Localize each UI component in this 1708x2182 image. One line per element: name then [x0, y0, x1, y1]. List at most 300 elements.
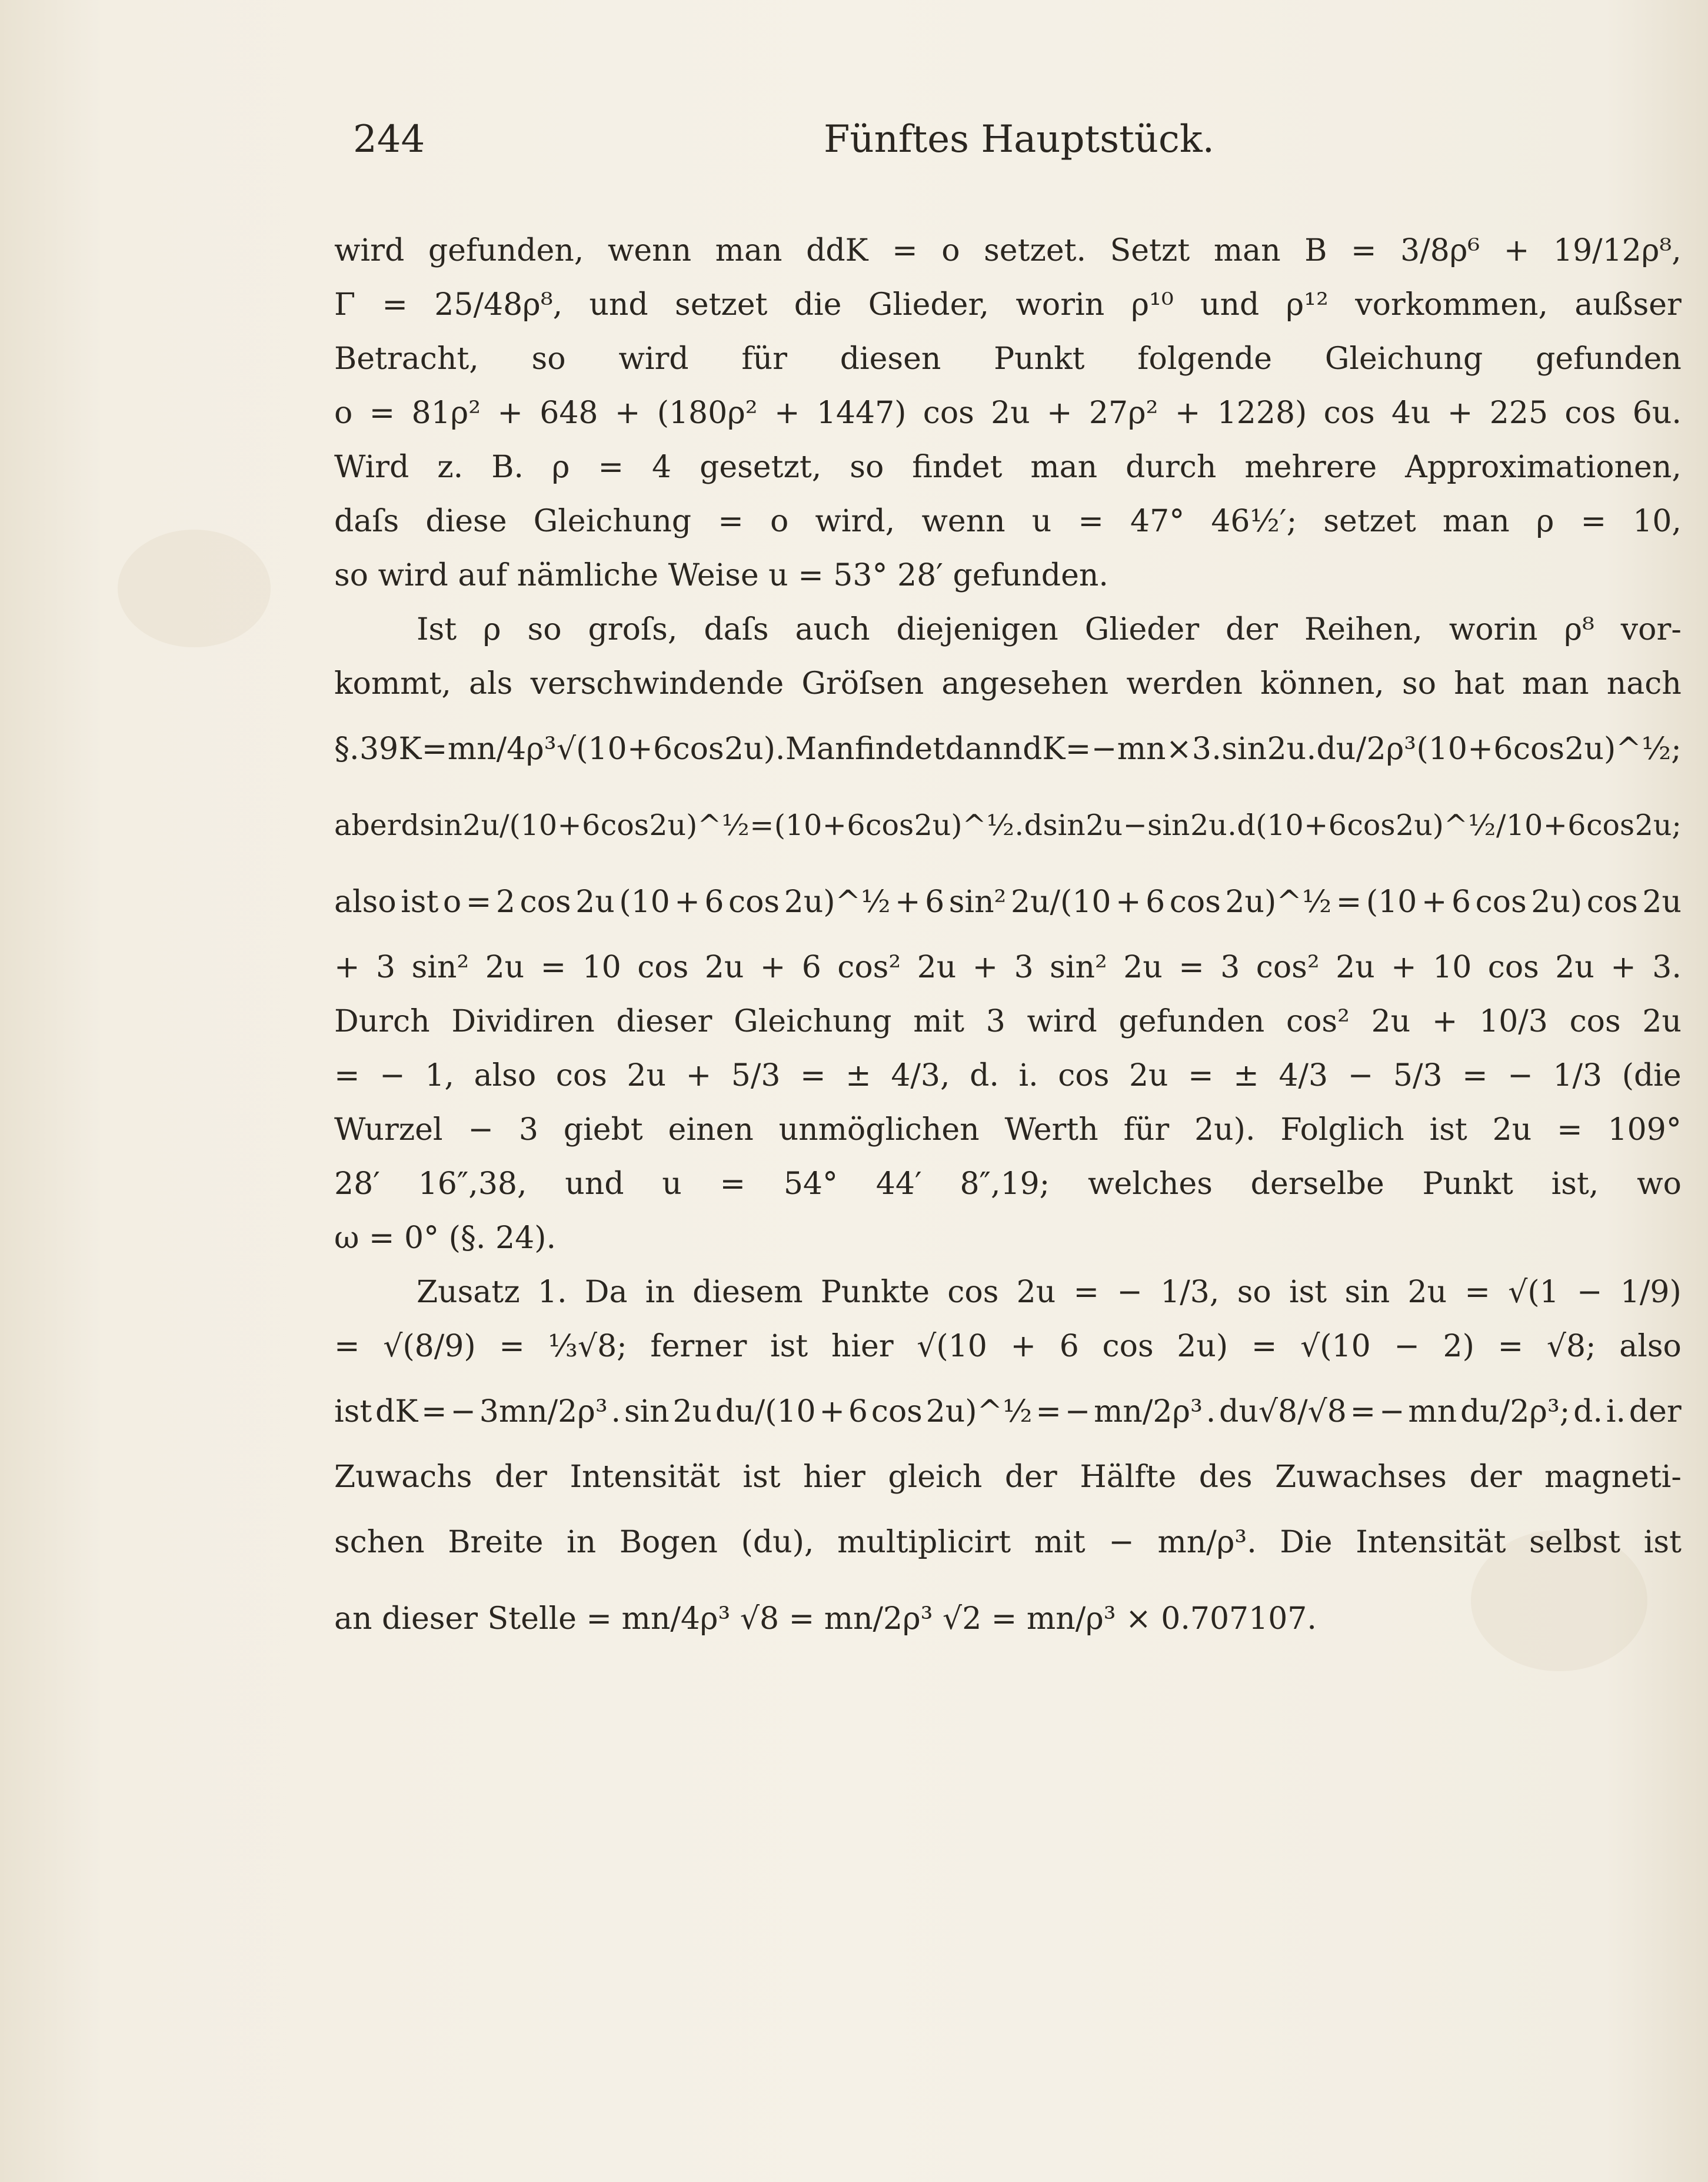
word: schen: [334, 1525, 425, 1560]
word: 3: [1220, 950, 1240, 985]
word: cos: [637, 950, 689, 985]
word: wo: [1637, 1166, 1682, 1202]
word: =: [1178, 950, 1204, 985]
word: sin: [1147, 809, 1190, 842]
word: =: [1350, 1394, 1376, 1429]
word: 2u: [1128, 1058, 1168, 1093]
word: +: [1174, 395, 1201, 431]
word: 2: [495, 884, 515, 920]
word: 1/3,: [1160, 1275, 1220, 1310]
word: sin²: [411, 950, 470, 985]
text-line: [334, 657, 1682, 711]
word: setzet.: [984, 233, 1087, 268]
word: i.: [1018, 1058, 1038, 1093]
word: ρ⁸: [1564, 612, 1594, 647]
word: =: [369, 395, 395, 431]
word: cos: [672, 731, 724, 767]
word: cos²: [837, 950, 901, 985]
word: 27ρ²: [1088, 395, 1158, 431]
word: d.: [970, 1058, 999, 1093]
word: cos: [1586, 884, 1638, 920]
word: du/(10: [715, 1394, 816, 1429]
word: Man: [785, 731, 855, 767]
word: derselbe: [1250, 1166, 1384, 1202]
word: 6: [847, 809, 865, 842]
word: cos: [1058, 1058, 1110, 1093]
word: ist: [743, 1459, 781, 1495]
equation-line: [334, 787, 1682, 864]
word: 2u;: [1634, 809, 1682, 842]
word: d.: [1573, 1394, 1603, 1429]
word: Zuwachs: [334, 1459, 472, 1495]
word: 2u).: [1194, 1112, 1256, 1147]
word: +: [760, 950, 786, 985]
word: 6: [1493, 731, 1513, 767]
word: 16″,38,: [418, 1166, 527, 1202]
text-line: [334, 224, 1682, 278]
word: z.: [437, 450, 464, 485]
word: gleich: [888, 1459, 983, 1495]
word: diesen: [840, 341, 941, 377]
word: 2u)^½: [1396, 809, 1496, 842]
word: o: [442, 884, 462, 920]
equation-line: [334, 711, 1682, 787]
word: 6: [801, 950, 821, 985]
word: Punkte: [820, 1275, 930, 1310]
text-line: [334, 1450, 1682, 1504]
word: sin: [1043, 809, 1086, 842]
word: +: [1503, 233, 1530, 268]
word: Zusatz: [417, 1275, 520, 1310]
word: angesehen: [941, 666, 1109, 701]
word: 2u: [1190, 809, 1227, 842]
word: 6: [1451, 884, 1471, 920]
word: Gleichung: [734, 1004, 892, 1039]
word: unmöglichen: [778, 1112, 980, 1147]
word: 1.: [537, 1275, 567, 1310]
word: ±: [1233, 1058, 1259, 1093]
word: +: [1116, 884, 1141, 920]
word: d: [1024, 809, 1043, 842]
word: in: [645, 1275, 675, 1310]
word: man: [1213, 233, 1281, 268]
word: Punkt: [994, 341, 1085, 377]
word: gesetzt,: [700, 450, 822, 485]
word: Betracht,: [334, 341, 479, 377]
word: √8;: [1546, 1329, 1596, 1364]
word: mit: [1034, 1525, 1086, 1560]
word: für: [1123, 1112, 1170, 1147]
word: 3: [1191, 731, 1212, 767]
word: =: [1078, 504, 1104, 539]
word: 81ρ²: [411, 395, 481, 431]
word: 44′: [875, 1166, 922, 1202]
word: 3: [1014, 950, 1034, 985]
word: und: [565, 1166, 624, 1202]
word: −: [450, 1394, 476, 1429]
word: =: [540, 950, 567, 985]
word: Intensität: [1356, 1525, 1506, 1560]
word: diesem: [692, 1275, 803, 1310]
word: 2u): [1531, 884, 1583, 920]
word: für: [741, 341, 787, 377]
word: ist: [401, 884, 439, 920]
word: =: [1580, 504, 1607, 539]
word: =: [598, 450, 624, 485]
word: und: [589, 287, 648, 322]
word: können,: [1260, 666, 1384, 701]
word: cos: [728, 884, 780, 920]
word: ist: [1289, 1275, 1327, 1310]
text-line: [334, 332, 1682, 386]
word: mit: [913, 1004, 965, 1039]
word: also: [334, 884, 397, 920]
word: 39: [359, 731, 399, 767]
word: 3: [376, 950, 396, 985]
word: √(10: [1300, 1329, 1371, 1364]
word: der: [1469, 1459, 1522, 1495]
word: =: [1036, 1394, 1061, 1429]
word: Wurzel: [334, 1112, 443, 1147]
word: 3mn/2ρ³: [479, 1394, 608, 1429]
word: Glieder,: [868, 287, 990, 322]
word: +: [497, 395, 523, 431]
word: wird: [618, 341, 689, 377]
word: =: [800, 1058, 826, 1093]
word: setzet: [675, 287, 768, 322]
word: (10: [1416, 731, 1467, 767]
word: und: [1200, 287, 1260, 322]
word: 2u: [1492, 1112, 1532, 1147]
word: 5/3: [731, 1058, 781, 1093]
word: 3: [518, 1112, 538, 1147]
word: =: [1497, 1329, 1524, 1364]
word: mn: [1117, 731, 1166, 767]
word: findet: [854, 731, 945, 767]
word: =: [334, 1058, 360, 1093]
word: multiplicirt: [837, 1525, 1011, 1560]
word: cos: [871, 1394, 923, 1429]
word: 6: [1567, 809, 1586, 842]
word: −: [1117, 1275, 1143, 1310]
word: des: [1198, 1459, 1253, 1495]
word: worin: [1016, 287, 1105, 322]
paper-stain: [118, 530, 271, 647]
word: Approximationen,: [1405, 450, 1682, 485]
word: cos²: [1286, 1004, 1350, 1039]
word: +: [774, 395, 800, 431]
word: 2u: [991, 395, 1030, 431]
word: −: [1091, 731, 1117, 767]
word: 2u: [1642, 1004, 1682, 1039]
word: 2u)^½: [649, 809, 750, 842]
word: Durch: [334, 1004, 430, 1039]
word: dK: [1023, 731, 1066, 767]
text-line: [334, 1157, 1682, 1211]
word: Breite: [448, 1525, 544, 1560]
word: −: [1108, 1525, 1134, 1560]
word: 6: [848, 1394, 868, 1429]
word: Da: [584, 1275, 628, 1310]
word: =: [465, 884, 492, 920]
word: =: [1557, 1112, 1583, 1147]
word: u: [1031, 504, 1052, 539]
word: sin: [1344, 1275, 1390, 1310]
word: 5/3: [1393, 1058, 1443, 1093]
word: cos²: [1256, 950, 1320, 985]
word: 6: [1328, 809, 1347, 842]
word: =: [421, 731, 448, 767]
word: sin: [1221, 731, 1267, 767]
word: cos: [600, 809, 649, 842]
word: 10: [582, 950, 621, 985]
equation-line: [334, 940, 1682, 994]
word: +: [1467, 731, 1493, 767]
word: 1/9): [1620, 1275, 1682, 1310]
word: kommt,: [334, 666, 451, 701]
word: in: [567, 1525, 597, 1560]
word: so: [1402, 666, 1437, 701]
word: 2u).: [724, 731, 785, 767]
word: gefunden: [1118, 1004, 1265, 1039]
main-text: [334, 224, 1682, 1657]
word: =: [720, 1166, 746, 1202]
text-line: [334, 1103, 1682, 1157]
word: 2u: [1407, 1275, 1447, 1310]
word: einen: [668, 1112, 754, 1147]
word: 10/3: [1479, 1004, 1548, 1039]
word: so: [850, 450, 884, 485]
word: vorkommen,: [1355, 287, 1549, 322]
word: cos: [555, 1058, 607, 1093]
word: 2u: [1086, 809, 1123, 842]
word: mn: [1408, 1394, 1457, 1429]
word: ρ¹²: [1286, 287, 1329, 322]
word: .: [1227, 809, 1237, 842]
word: 1,: [425, 1058, 454, 1093]
word: 2u)^½: [925, 1394, 1033, 1429]
word: selbst: [1529, 1525, 1621, 1560]
word: 54°: [783, 1166, 838, 1202]
word: o: [941, 233, 960, 268]
word: so: [527, 612, 562, 647]
word: die: [794, 287, 842, 322]
word: 4/3: [1278, 1058, 1329, 1093]
word: dieser: [616, 1004, 713, 1039]
word: ρ: [551, 450, 570, 485]
word: dann: [945, 731, 1023, 767]
word: diejenigen: [896, 612, 1058, 647]
word: 2u: [1336, 950, 1375, 985]
word: Gleichung: [1324, 341, 1483, 377]
word: (10: [1366, 884, 1417, 920]
word: cos: [1564, 395, 1616, 431]
word: cos: [1102, 1329, 1154, 1364]
word: =: [334, 1329, 360, 1364]
word: =: [1251, 1329, 1277, 1364]
word: +: [895, 884, 921, 920]
word: Intensität: [570, 1459, 720, 1495]
word: 10: [1433, 950, 1472, 985]
word: ρ: [483, 612, 501, 647]
word: ferner: [650, 1329, 747, 1364]
text-line: [334, 994, 1682, 1049]
word: groſs,: [588, 612, 678, 647]
word: (180ρ²: [657, 395, 758, 431]
running-title: Fünftes Hauptstück.: [824, 118, 1214, 161]
word: durch: [1126, 450, 1217, 485]
word: 6: [1146, 884, 1166, 920]
word: d: [401, 809, 419, 842]
word: Reihen,: [1304, 612, 1423, 647]
word: ist: [1643, 1525, 1682, 1560]
word: 3: [985, 1004, 1006, 1039]
word: −: [1576, 1275, 1603, 1310]
word: vor-: [1620, 612, 1682, 647]
word: (10: [774, 809, 823, 842]
word: mn/4ρ³: [447, 731, 557, 767]
word: .: [1206, 1394, 1216, 1429]
running-header: [353, 118, 1459, 165]
word: 1/3: [1553, 1058, 1603, 1093]
word: 3/8ρ⁶: [1400, 233, 1480, 268]
word: Wird: [334, 450, 409, 485]
word: 6: [704, 884, 724, 920]
word: daſs: [334, 504, 399, 539]
word: Werth: [1004, 1112, 1098, 1147]
word: Setzt: [1110, 233, 1190, 268]
word: ±: [845, 1058, 871, 1093]
word: nach: [1606, 666, 1682, 701]
paragraph-start: [334, 603, 1682, 657]
word: −: [1507, 1058, 1533, 1093]
word: wird: [334, 233, 405, 268]
word: sin²: [1050, 950, 1107, 985]
word: cos: [1323, 395, 1375, 431]
word: cos: [1569, 1004, 1621, 1039]
word: sin: [419, 809, 462, 842]
word: 2u)^½;: [1564, 731, 1682, 767]
word: =: [750, 809, 774, 842]
word: 46½′;: [1211, 504, 1297, 539]
word: =: [1065, 731, 1091, 767]
text-line: [334, 440, 1682, 494]
word: ist: [334, 1394, 372, 1429]
word: 2u: [1123, 950, 1163, 985]
word: 2u/(10: [1010, 884, 1111, 920]
word: =: [421, 1394, 447, 1429]
word: mn/2ρ³: [1094, 1394, 1203, 1429]
word: =: [382, 287, 408, 322]
word: ρ¹⁰: [1131, 287, 1174, 322]
word: als: [469, 666, 513, 701]
word: 2u/(10: [462, 809, 557, 842]
word: (die: [1622, 1058, 1682, 1093]
word: 6: [1059, 1329, 1079, 1364]
word: B: [1304, 233, 1327, 268]
page-number: 244: [353, 118, 425, 161]
text-line: [334, 1049, 1682, 1103]
word: gefunden,: [428, 233, 584, 268]
word: ddK: [806, 233, 868, 268]
word: 2u: [672, 1394, 713, 1429]
word: 2u: [575, 884, 615, 920]
word: 225: [1489, 395, 1549, 431]
word: Punkt: [1422, 1166, 1513, 1202]
word: setzet: [1323, 504, 1416, 539]
word: 2u: [485, 950, 525, 985]
word: diese: [425, 504, 507, 539]
word: der: [1226, 612, 1278, 647]
equation-line: an dieser Stelle = mn/4ρ³ √8 = mn/2ρ³ √2 = mn/ρ³ × 0.707107.: [334, 1601, 1317, 1636]
word: 6: [652, 731, 673, 767]
word: B.: [491, 450, 524, 485]
word: ist,: [1551, 1166, 1599, 1202]
word: 6: [582, 809, 601, 842]
word: Hälfte: [1080, 1459, 1177, 1495]
word: aber: [334, 809, 401, 842]
word: magneti-: [1544, 1459, 1682, 1495]
word: 6: [925, 884, 945, 920]
word: .: [1211, 731, 1221, 767]
word: sin: [624, 1394, 670, 1429]
word: Bogen: [619, 1525, 718, 1560]
word: √(8/9): [383, 1329, 476, 1364]
word: −: [1347, 1058, 1374, 1093]
text-line: [334, 1504, 1682, 1581]
text-line: so wird auf nämliche Weise u = 53° 28′ gefunden.: [334, 558, 1108, 593]
word: d: [1237, 809, 1256, 842]
word: +: [972, 950, 998, 985]
word: √(1: [1508, 1275, 1559, 1310]
word: 2u)^½: [914, 809, 1015, 842]
word: .: [1306, 731, 1317, 767]
word: man: [1442, 504, 1510, 539]
word: +: [822, 809, 847, 842]
word: 47°: [1130, 504, 1185, 539]
word: K: [398, 731, 422, 767]
word: 10: [1506, 809, 1543, 842]
word: hat: [1454, 666, 1504, 701]
word: cos: [1475, 884, 1527, 920]
word: Glieder: [1084, 612, 1200, 647]
word: +: [1421, 884, 1447, 920]
word: so: [1237, 1275, 1271, 1310]
equation-line: [334, 864, 1682, 940]
word: 2u: [1267, 731, 1307, 767]
word: worin: [1449, 612, 1538, 647]
word: ist: [1429, 1112, 1467, 1147]
word: 1228): [1217, 395, 1307, 431]
paragraph-start: [334, 1265, 1682, 1319]
word: auch: [795, 612, 870, 647]
word: +: [1391, 950, 1417, 985]
word: man: [1030, 450, 1098, 485]
word: dK: [375, 1394, 418, 1429]
word: Ist: [417, 612, 457, 647]
word: findet: [912, 450, 1003, 485]
word: man: [1521, 666, 1589, 701]
word: +: [819, 1394, 845, 1429]
word: +: [1543, 809, 1567, 842]
word: 4: [652, 450, 672, 485]
word: ×: [1166, 731, 1192, 767]
word: §.: [334, 731, 359, 767]
word: 2u: [1016, 1275, 1056, 1310]
word: 2ρ³: [1366, 731, 1417, 767]
word: =: [718, 504, 744, 539]
word: −: [1123, 809, 1147, 842]
